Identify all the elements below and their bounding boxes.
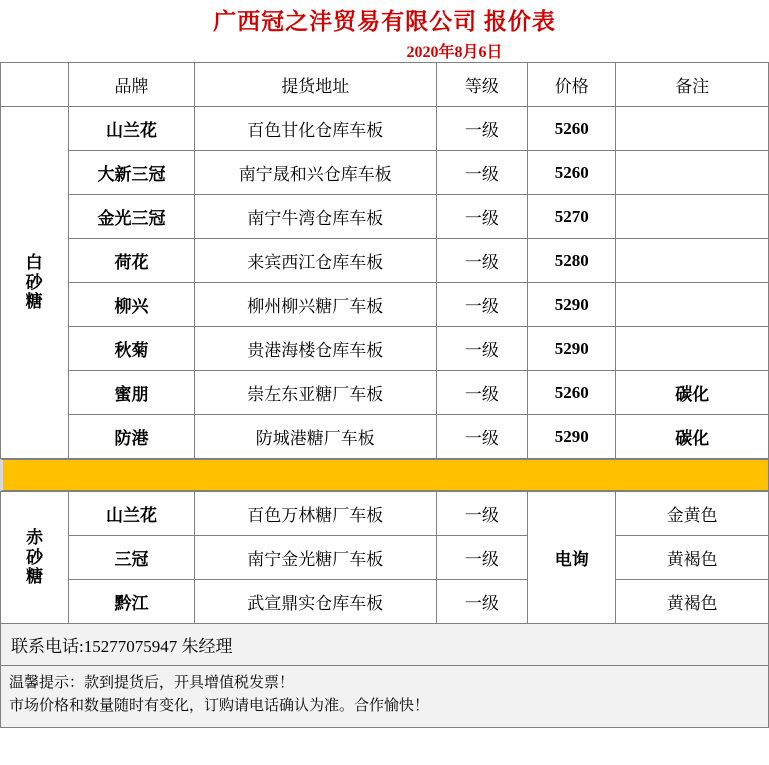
cell-price: 5260 bbox=[528, 371, 616, 415]
price-table bbox=[0, 62, 769, 459]
table-row bbox=[1, 492, 769, 536]
category-char: 赤 bbox=[26, 528, 44, 548]
price-table-red-sugar bbox=[0, 491, 769, 624]
section-separator-band bbox=[0, 459, 769, 491]
cell-price: 5290 bbox=[528, 327, 616, 371]
cell-note: 黄褐色 bbox=[616, 580, 769, 624]
table-row bbox=[1, 195, 769, 239]
cell-note bbox=[616, 107, 769, 151]
category-cell-white-sugar bbox=[1, 107, 69, 459]
contact-row bbox=[0, 624, 769, 666]
category-cell-red-sugar bbox=[1, 492, 69, 624]
cell-grade: 一级 bbox=[436, 580, 527, 624]
cell-brand: 荷花 bbox=[69, 239, 194, 283]
cell-address: 百色万林糖厂车板 bbox=[194, 492, 436, 536]
cell-brand: 三冠 bbox=[69, 536, 194, 580]
cell-address: 柳州柳兴糖厂车板 bbox=[194, 283, 436, 327]
cell-grade: 一级 bbox=[436, 327, 527, 371]
table-row bbox=[1, 151, 769, 195]
cell-grade: 一级 bbox=[436, 415, 527, 459]
cell-price: 5280 bbox=[528, 239, 616, 283]
cell-note: 碳化 bbox=[616, 371, 769, 415]
cell-address: 贵港海楼仓库车板 bbox=[194, 327, 436, 371]
table-row bbox=[1, 239, 769, 283]
table-row bbox=[1, 327, 769, 371]
quote-date: 2020年8月6日 bbox=[406, 43, 503, 61]
cell-price: 5260 bbox=[528, 107, 616, 151]
category-char: 砂 bbox=[26, 547, 44, 567]
cell-address: 来宾西江仓库车板 bbox=[194, 239, 436, 283]
header-price: 价格 bbox=[528, 63, 616, 107]
cell-address: 南宁牛湾仓库车板 bbox=[194, 195, 436, 239]
header-brand: 品牌 bbox=[69, 63, 194, 107]
cell-brand: 蜜朋 bbox=[69, 371, 194, 415]
cell-address: 防城港糖厂车板 bbox=[194, 415, 436, 459]
cell-grade: 一级 bbox=[436, 239, 527, 283]
cell-grade: 一级 bbox=[436, 107, 527, 151]
cell-note bbox=[616, 151, 769, 195]
cell-note bbox=[616, 195, 769, 239]
category-char: 砂 bbox=[25, 272, 44, 292]
date-row bbox=[0, 38, 769, 62]
table-row bbox=[1, 283, 769, 327]
cell-price: 5290 bbox=[528, 415, 616, 459]
cell-grade: 一级 bbox=[436, 492, 527, 536]
page-title: 广西冠之沣贸易有限公司 报价表 bbox=[213, 8, 556, 34]
cell-price: 5290 bbox=[528, 283, 616, 327]
category-char: 糖 bbox=[25, 292, 44, 312]
cell-grade: 一级 bbox=[436, 371, 527, 415]
cell-brand: 防港 bbox=[69, 415, 194, 459]
table-header-row bbox=[1, 63, 769, 107]
cell-price: 5260 bbox=[528, 151, 616, 195]
table-row bbox=[1, 580, 769, 624]
notice-line-2: 市场价格和数量随时有变化，订购请电话确认为准。合作愉快！ bbox=[9, 698, 430, 715]
table-row bbox=[1, 536, 769, 580]
cell-grade: 一级 bbox=[436, 195, 527, 239]
cell-grade: 一级 bbox=[436, 536, 527, 580]
cell-address: 南宁晟和兴仓库车板 bbox=[194, 151, 436, 195]
header-note: 备注 bbox=[616, 63, 769, 107]
category-char: 糖 bbox=[26, 567, 44, 587]
header-grade: 等级 bbox=[436, 63, 527, 107]
cell-note bbox=[616, 239, 769, 283]
table-row bbox=[1, 107, 769, 151]
cell-note: 金黄色 bbox=[616, 492, 769, 536]
cell-address: 武宣鼎实仓库车板 bbox=[194, 580, 436, 624]
cell-price: 5270 bbox=[528, 195, 616, 239]
cell-brand: 柳兴 bbox=[69, 283, 194, 327]
cell-brand: 山兰花 bbox=[69, 492, 194, 536]
table-row bbox=[1, 415, 769, 459]
cell-brand: 黔江 bbox=[69, 580, 194, 624]
cell-note: 黄褐色 bbox=[616, 536, 769, 580]
cell-note bbox=[616, 327, 769, 371]
cell-address: 南宁金光糖厂车板 bbox=[194, 536, 436, 580]
cell-address: 百色甘化仓库车板 bbox=[194, 107, 436, 151]
contact-text: 联系电话:15277075947 朱经理 bbox=[11, 637, 233, 656]
category-char: 白 bbox=[25, 253, 44, 273]
cell-note: 碳化 bbox=[616, 415, 769, 459]
cell-brand: 秋菊 bbox=[69, 327, 194, 371]
cell-brand: 金光三冠 bbox=[69, 195, 194, 239]
notice-line-1: 温馨提示：款到提货后，开具增值税发票！ bbox=[9, 675, 295, 691]
title-row bbox=[0, 0, 769, 38]
cell-brand: 山兰花 bbox=[69, 107, 194, 151]
cell-brand: 大新三冠 bbox=[69, 151, 194, 195]
cell-grade: 一级 bbox=[436, 151, 527, 195]
cell-grade: 一级 bbox=[436, 283, 527, 327]
header-address: 提货地址 bbox=[194, 63, 436, 107]
cell-note bbox=[616, 283, 769, 327]
cell-price-merged: 电询 bbox=[528, 492, 616, 624]
cell-address: 崇左东亚糖厂车板 bbox=[194, 371, 436, 415]
notice-row bbox=[0, 666, 769, 728]
header-category bbox=[1, 63, 69, 107]
table-row bbox=[1, 371, 769, 415]
